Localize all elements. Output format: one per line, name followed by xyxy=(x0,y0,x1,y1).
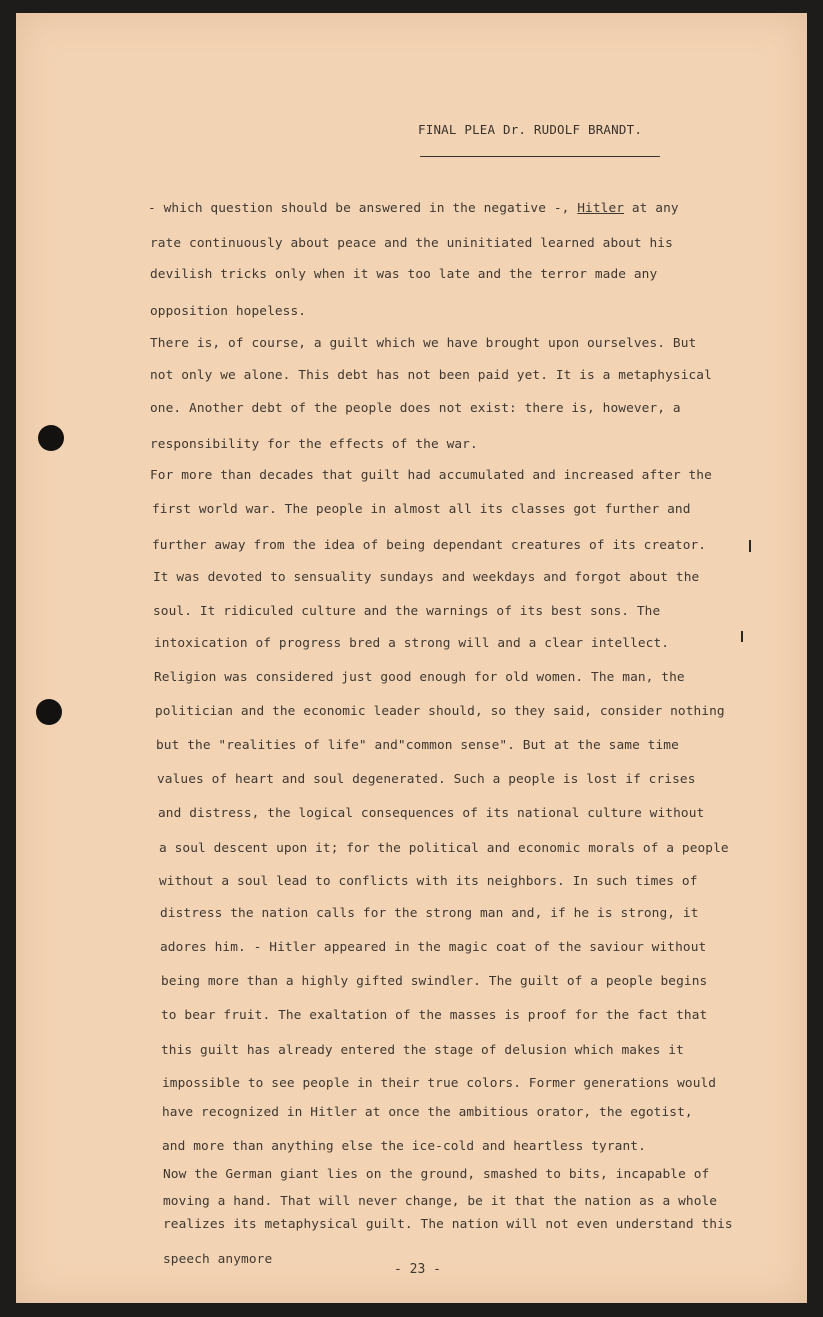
text-line xyxy=(161,974,707,989)
text-line xyxy=(150,236,673,251)
text-segment: intoxication of progress bred a strong will and a clear intellect. xyxy=(154,636,670,651)
text-segment: at any xyxy=(624,201,679,216)
page-number: - 23 - xyxy=(394,1262,441,1277)
text-segment: speech anymore xyxy=(163,1252,273,1267)
text-segment: being more than a highly gifted swindler. The guilt of a people begins xyxy=(161,974,708,989)
text-line xyxy=(163,1217,733,1232)
text-line xyxy=(162,1139,646,1154)
text-line xyxy=(161,1008,707,1023)
text-line xyxy=(154,636,669,651)
text-line xyxy=(160,906,699,921)
text-line xyxy=(153,604,660,619)
text-line xyxy=(150,437,478,452)
text-segment: Now the German giant lies on the ground, smashed to bits, incapable of xyxy=(163,1167,710,1182)
text-line xyxy=(150,336,696,351)
text-line xyxy=(162,1076,716,1091)
text-segment: devilish tricks only when it was too late and the terror made any xyxy=(150,267,658,282)
underlined-name: Hitler xyxy=(577,201,625,216)
text-segment: and more than anything else the ice-cold and heartless tyrant. xyxy=(162,1139,646,1154)
text-segment: distress the nation calls for the strong man and, if he is strong, it xyxy=(160,906,699,921)
text-segment: realizes its metaphysical guilt. The nation will not even understand this xyxy=(163,1217,733,1232)
text-line xyxy=(148,201,679,216)
text-segment: adores him. - Hitler appeared in the magic coat of the saviour without xyxy=(160,940,707,955)
text-segment: values of heart and soul degenerated. Such a people is lost if crises xyxy=(157,772,696,787)
document-heading: FINAL PLEA Dr. RUDOLF BRANDT. xyxy=(418,122,643,137)
text-line xyxy=(159,841,729,856)
text-line xyxy=(158,806,704,821)
text-line xyxy=(157,772,696,787)
text-segment: It was devoted to sensuality sundays and weekdays and forgot about the xyxy=(153,570,700,585)
text-line xyxy=(150,304,306,319)
text-segment: a soul descent upon it; for the political and economic morals of a people xyxy=(159,841,729,856)
text-line xyxy=(155,704,725,719)
text-segment: Religion was considered just good enough for old women. The man, the xyxy=(154,670,685,685)
text-line xyxy=(160,940,706,955)
text-segment: without a soul lead to conflicts with its neighbors. In such times of xyxy=(159,874,698,889)
heading-underline xyxy=(420,156,660,157)
text-line xyxy=(163,1252,272,1267)
text-segment: moving a hand. That will never change, be it that the nation as a whole xyxy=(163,1194,718,1209)
text-segment: have recognized in Hitler at once the ambitious orator, the egotist, xyxy=(162,1105,693,1120)
text-segment: - which question should be answered in the negative -, xyxy=(148,201,578,216)
text-segment: There is, of course, a guilt which we have brought upon ourselves. But xyxy=(150,336,697,351)
punch-hole-upper xyxy=(38,425,64,451)
text-line xyxy=(150,401,681,416)
text-line xyxy=(150,267,657,282)
text-line xyxy=(159,874,698,889)
text-segment: For more than decades that guilt had accumulated and increased after the xyxy=(150,468,712,483)
text-segment: politician and the economic leader should, so they said, consider nothing xyxy=(155,704,725,719)
text-line xyxy=(163,1194,717,1209)
text-segment: not only we alone. This debt has not been paid yet. It is a metaphysical xyxy=(150,368,712,383)
text-segment: this guilt has already entered the stage of delusion which makes it xyxy=(161,1043,684,1058)
text-segment: one. Another debt of the people does not exist: there is, however, a xyxy=(150,401,681,416)
text-segment: impossible to see people in their true colors. Former generations would xyxy=(162,1076,717,1091)
text-line xyxy=(152,538,706,553)
text-line xyxy=(163,1167,709,1182)
text-line xyxy=(153,570,699,585)
text-line xyxy=(156,738,679,753)
text-line xyxy=(150,468,712,483)
text-segment: to bear fruit. The exaltation of the masses is proof for the fact that xyxy=(161,1008,708,1023)
text-line xyxy=(150,368,712,383)
text-segment: rate continuously about peace and the uninitiated learned about his xyxy=(150,236,673,251)
text-line xyxy=(162,1105,693,1120)
text-segment: first world war. The people in almost all its classes got further and xyxy=(152,502,691,517)
margin-mark xyxy=(749,540,751,552)
margin-mark xyxy=(741,631,743,642)
punch-hole-lower xyxy=(36,699,62,725)
text-segment: further away from the idea of being dependant creatures of its creator. xyxy=(152,538,707,553)
text-line xyxy=(161,1043,684,1058)
text-segment: soul. It ridiculed culture and the warnings of its best sons. The xyxy=(153,604,661,619)
text-segment: opposition hopeless. xyxy=(150,304,307,319)
text-line xyxy=(152,502,691,517)
text-segment: and distress, the logical consequences of its national culture without xyxy=(158,806,705,821)
text-line xyxy=(154,670,685,685)
text-segment: responsibility for the effects of the war. xyxy=(150,437,478,452)
text-segment: but the "realities of life" and"common sense". But at the same time xyxy=(156,738,679,753)
